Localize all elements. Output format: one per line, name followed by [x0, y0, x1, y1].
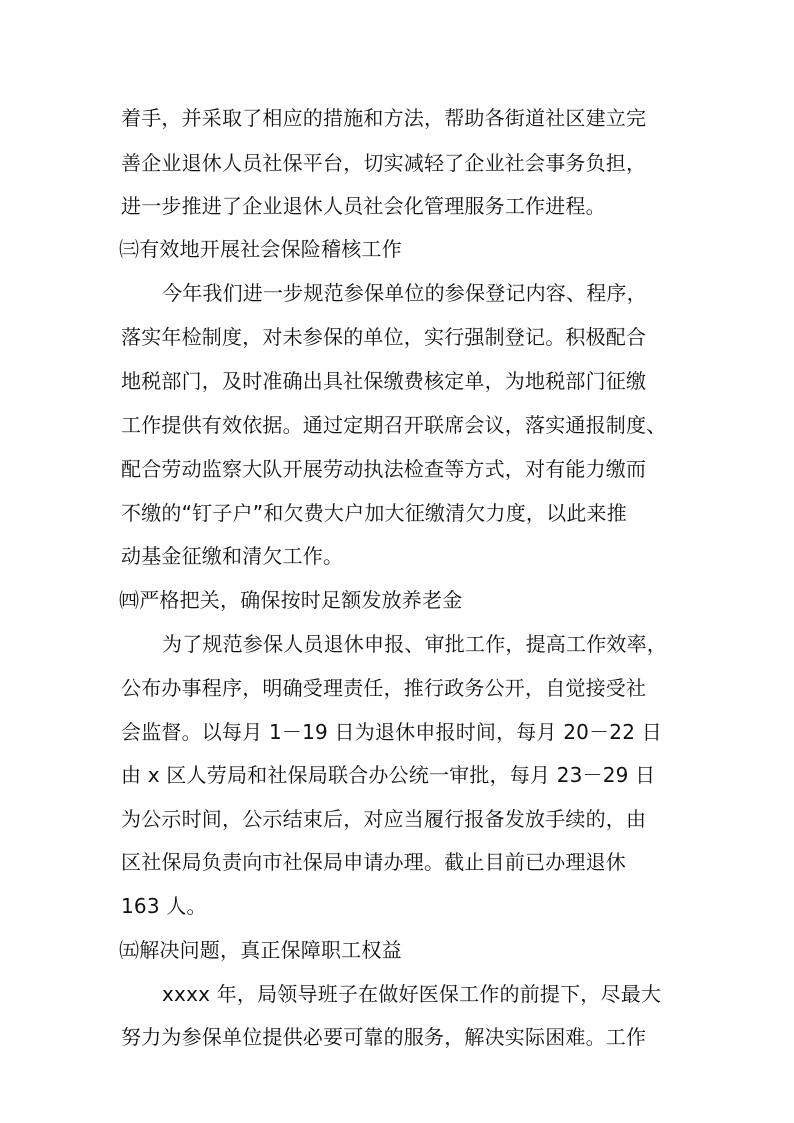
body-text-line: 会监督。以每月 1－19 日为退休申报时间，每月 20－22 日: [121, 720, 662, 744]
body-text-line: 动基金征缴和清欠工作。: [121, 544, 344, 568]
body-text-line: 为公示时间，公示结束后，对应当履行报备发放手续的，由: [121, 807, 647, 831]
body-text-line: 为了规范参保人员退休申报、审批工作，提高工作效率，: [162, 632, 667, 656]
section-heading-4: ㈣严格把关，确保按时足额发放养老金: [119, 588, 463, 612]
section-heading-3: ㈢有效地开展社会保险稽核工作: [119, 237, 402, 261]
body-text-line: 落实年检制度，对未参保的单位，实行强制登记。积极配合: [121, 325, 647, 349]
body-text-line: 今年我们进一步规范参保单位的参保登记内容、程序，: [162, 281, 647, 305]
body-text-line: xxxx 年，局领导班子在做好医保工作的前提下，尽最大: [162, 982, 662, 1006]
body-text-line: 不缴的“钉子户”和欠费大户加大征缴清欠力度，以此来推: [121, 501, 627, 525]
body-text-line: 努力为参保单位提供必要可靠的服务，解决实际困难。工作: [121, 1025, 647, 1049]
body-text-line: 配合劳动监察大队开展劳动执法检查等方式，对有能力缴而: [121, 457, 647, 481]
body-text-line: 163 人。: [121, 894, 207, 918]
body-text-line: 公布办事程序，明确受理责任，推行政务公开，自觉接受社: [121, 676, 647, 700]
body-text-line: 善企业退休人员社保平台，切实减轻了企业社会事务负担，: [121, 151, 647, 175]
body-text-line: 着手，并采取了相应的措施和方法，帮助各街道社区建立完: [121, 106, 647, 130]
body-text-line: 由 x 区人劳局和社保局联合办公统一审批，每月 23－29 日: [121, 763, 656, 787]
body-text-line: 区社保局负责向市社保局申请办理。截止目前已办理退休: [121, 850, 626, 874]
body-text-line: 工作提供有效依据。通过定期召开联席会议，落实通报制度、: [121, 413, 667, 437]
section-heading-5: ㈤解决问题，真正保障职工权益: [119, 938, 402, 962]
body-text-line: 进一步推进了企业退休人员社会化管理服务工作进程。: [121, 194, 606, 218]
body-text-line: 地税部门，及时准确出具社保缴费核定单，为地税部门征缴: [121, 369, 647, 393]
